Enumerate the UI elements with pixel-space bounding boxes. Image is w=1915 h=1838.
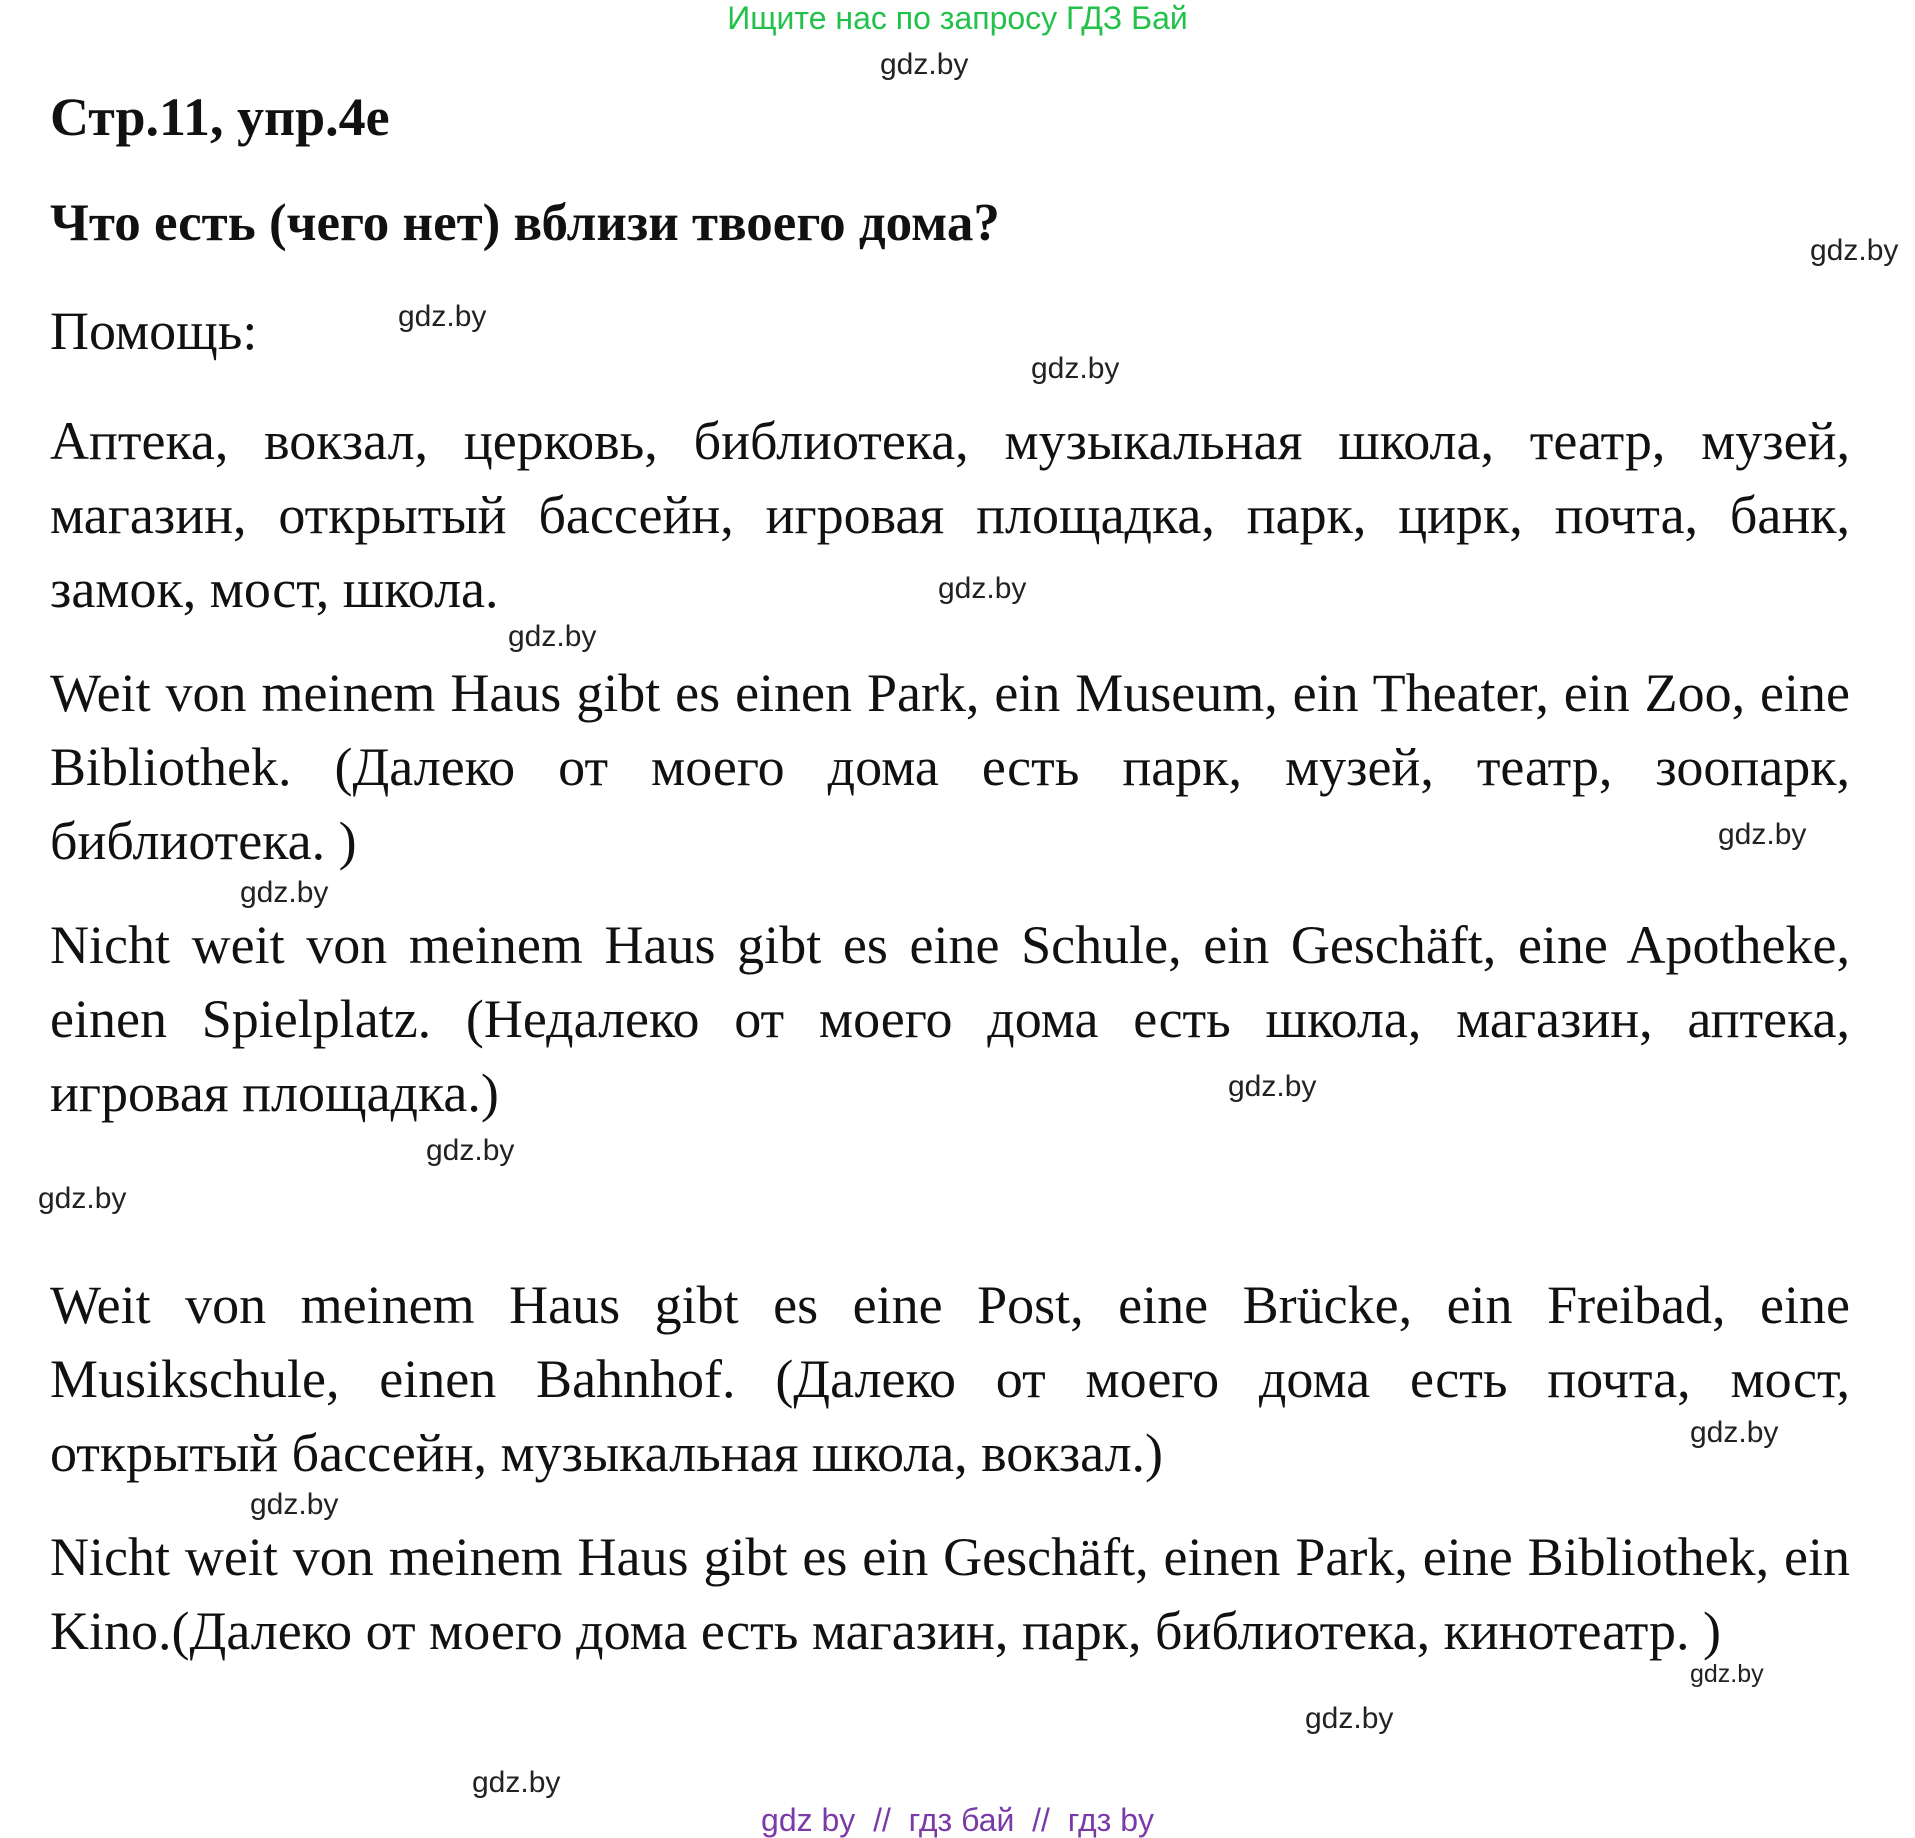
top-banner: Ищите нас по запросу ГДЗ Бай xyxy=(727,0,1188,36)
watermark: gdz.by xyxy=(938,572,1027,605)
watermark: gdz.by xyxy=(250,1488,339,1521)
watermark: gdz.by xyxy=(508,620,597,653)
bottom-banner: gdz by // гдз бай // гдз by xyxy=(761,1802,1154,1838)
page-title: Стр.11, упр.4е xyxy=(50,87,390,147)
watermark: gdz.by xyxy=(472,1766,561,1799)
watermark: gdz.by xyxy=(38,1182,127,1215)
watermark: gdz.by xyxy=(398,300,487,333)
watermark: gdz.by xyxy=(1228,1070,1317,1103)
watermark: gdz.by xyxy=(1810,234,1899,267)
watermark: gdz.by xyxy=(1718,818,1807,851)
answer-paragraph-1: Weit von meinem Haus gibt es einen Park, ein Museum, ein Theater, ein Zoo, eine Bibliothek. (Далеко от моего дома есть парк, музей, театр, зоопарк, библиотека. ) xyxy=(50,663,1850,871)
watermark: gdz.by xyxy=(1031,352,1120,385)
watermark: gdz.by xyxy=(1690,1416,1779,1449)
watermark: gdz.by xyxy=(880,48,969,81)
watermark: gdz.by xyxy=(240,876,329,909)
answer-paragraph-4: Nicht weit von meinem Haus gibt es ein Geschäft, einen Park, eine Bibliothek, ein Kino.(Далеко от моего дома есть магазин, парк, библиотека, кинотеатр. ) xyxy=(50,1527,1850,1661)
help-label: Помощь: xyxy=(50,301,258,361)
vocabulary-list: Аптека, вокзал, церковь, библиотека, музыкальная школа, театр, музей, магазин, открытый бассейн, игровая площадка, парк, цирк, почта, банк, замок, мост, школа. xyxy=(50,411,1850,619)
answer-paragraph-3: Weit von meinem Haus gibt es eine Post, eine Brücke, ein Freibad, eine Musikschule, einen Bahnhof. (Далеко от моего дома есть почта, мост, открытый бассейн, музыкальная школа, вокзал.) xyxy=(50,1275,1850,1483)
answer-paragraph-2: Nicht weit von meinem Haus gibt es eine Schule, ein Geschäft, eine Apotheke, einen Spielplatz. (Недалеко от моего дома есть школа, магазин, аптека, игровая площадка.) xyxy=(50,915,1850,1123)
exercise-question: Что есть (чего нет) вблизи твоего дома? xyxy=(50,194,1000,252)
watermark: gdz.by xyxy=(1305,1702,1394,1735)
watermark: gdz.by xyxy=(426,1134,515,1167)
watermark: gdz.by xyxy=(1690,1660,1764,1688)
